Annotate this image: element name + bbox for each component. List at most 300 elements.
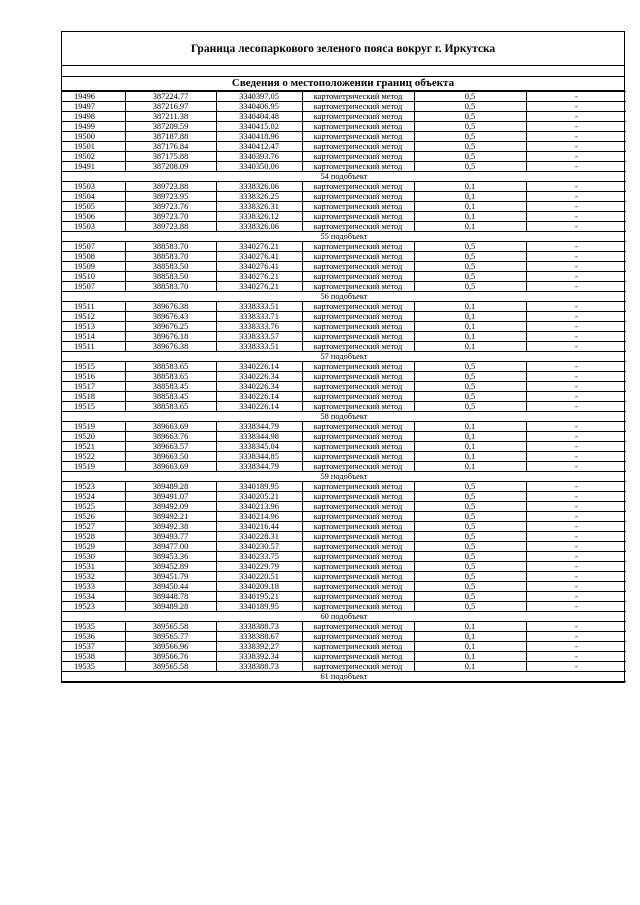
note-cell: - [526, 422, 626, 432]
accuracy-cell: 0,1 [414, 452, 526, 462]
accuracy-cell: 0,1 [414, 302, 526, 312]
method-cell: картометрический метод [302, 222, 414, 232]
subobject-label: 61 подобъект [62, 672, 626, 682]
table-row [62, 332, 626, 342]
method-cell: картометрический метод [302, 492, 414, 502]
x-coordinate-cell: 389723.70 [125, 212, 216, 222]
point-number-cell: 19503 [62, 222, 125, 232]
note-cell: - [526, 302, 626, 312]
note-cell: - [526, 662, 626, 672]
table-row [62, 202, 626, 212]
y-coordinate-cell: 3340216.44 [216, 522, 302, 532]
x-coordinate-cell: 389723.76 [125, 202, 216, 212]
note-cell: - [526, 192, 626, 202]
x-coordinate-cell: 387216.97 [125, 102, 216, 112]
method-cell: картометрический метод [302, 512, 414, 522]
point-number-cell: 19508 [62, 252, 125, 262]
point-number-cell: 19501 [62, 142, 125, 152]
note-cell: - [526, 332, 626, 342]
table-row [62, 662, 626, 672]
accuracy-cell: 0,5 [414, 282, 526, 292]
table-row [62, 142, 626, 152]
method-cell: картометрический метод [302, 652, 414, 662]
note-cell: - [526, 582, 626, 592]
x-coordinate-cell: 388583.70 [125, 242, 216, 252]
point-number-cell: 19538 [62, 652, 125, 662]
method-cell: картометрический метод [302, 262, 414, 272]
y-coordinate-cell: 3340412.47 [216, 142, 302, 152]
table-row [62, 592, 626, 602]
point-number-cell: 19517 [62, 382, 125, 392]
point-number-cell: 19497 [62, 102, 125, 112]
note-cell: - [526, 312, 626, 322]
method-cell: картометрический метод [302, 332, 414, 342]
note-cell: - [526, 92, 626, 102]
method-cell: картометрический метод [302, 662, 414, 672]
accuracy-cell: 0,5 [414, 572, 526, 582]
x-coordinate-cell: 389565.58 [125, 622, 216, 632]
point-number-cell: 19509 [62, 262, 125, 272]
table-row [62, 252, 626, 262]
note-cell: - [526, 362, 626, 372]
method-cell: картометрический метод [302, 312, 414, 322]
table-row [62, 192, 626, 202]
x-coordinate-cell: 389491.07 [125, 492, 216, 502]
method-cell: картометрический метод [302, 282, 414, 292]
method-cell: картометрический метод [302, 422, 414, 432]
accuracy-cell: 0,5 [414, 142, 526, 152]
y-coordinate-cell: 3340189.95 [216, 602, 302, 612]
method-cell: картометрический метод [302, 602, 414, 612]
method-cell: картометрический метод [302, 92, 414, 102]
point-number-cell: 19516 [62, 372, 125, 382]
point-number-cell: 19518 [62, 392, 125, 402]
table-row [62, 402, 626, 412]
y-coordinate-cell: 3340393.76 [216, 152, 302, 162]
title-spacer [62, 66, 624, 77]
point-number-cell: 19523 [62, 482, 125, 492]
x-coordinate-cell: 389663.69 [125, 462, 216, 472]
y-coordinate-cell: 3340406.95 [216, 102, 302, 112]
section-subtitle: Сведения о местоположении границ объекта [62, 77, 624, 91]
method-cell: картометрический метод [302, 122, 414, 132]
note-cell: - [526, 522, 626, 532]
point-number-cell: 19534 [62, 592, 125, 602]
subobject-label: 56 подобъект [62, 292, 626, 302]
y-coordinate-cell: 3340195.21 [216, 592, 302, 602]
x-coordinate-cell: 389676.25 [125, 322, 216, 332]
x-coordinate-cell: 388583.70 [125, 252, 216, 262]
accuracy-cell: 0,5 [414, 102, 526, 112]
note-cell: - [526, 122, 626, 132]
y-coordinate-cell: 3340189.95 [216, 482, 302, 492]
table-row [62, 622, 626, 632]
accuracy-cell: 0,5 [414, 122, 526, 132]
table-row [62, 262, 626, 272]
table-row [62, 532, 626, 542]
y-coordinate-cell: 3338333.51 [216, 302, 302, 312]
method-cell: картометрический метод [302, 362, 414, 372]
subobject-separator-row [62, 352, 626, 362]
y-coordinate-cell: 3340226.14 [216, 392, 302, 402]
y-coordinate-cell: 3338388.73 [216, 662, 302, 672]
table-row [62, 212, 626, 222]
accuracy-cell: 0,1 [414, 212, 526, 222]
method-cell: картометрический метод [302, 582, 414, 592]
table-row [62, 122, 626, 132]
method-cell: картометрический метод [302, 302, 414, 312]
method-cell: картометрический метод [302, 212, 414, 222]
subobject-separator-row [62, 612, 626, 622]
x-coordinate-cell: 389452.89 [125, 562, 216, 572]
note-cell: - [526, 542, 626, 552]
y-coordinate-cell: 3340228.31 [216, 532, 302, 542]
accuracy-cell: 0,5 [414, 492, 526, 502]
y-coordinate-cell: 3338333.71 [216, 312, 302, 322]
note-cell: - [526, 532, 626, 542]
note-cell: - [526, 152, 626, 162]
method-cell: картометрический метод [302, 552, 414, 562]
method-cell: картометрический метод [302, 152, 414, 162]
method-cell: картометрический метод [302, 502, 414, 512]
accuracy-cell: 0,1 [414, 222, 526, 232]
subobject-separator-row [62, 172, 626, 182]
subobject-label: 55 подобъект [62, 232, 626, 242]
accuracy-cell: 0,5 [414, 582, 526, 592]
method-cell: картометрический метод [302, 382, 414, 392]
accuracy-cell: 0,1 [414, 442, 526, 452]
x-coordinate-cell: 388583.50 [125, 262, 216, 272]
method-cell: картометрический метод [302, 642, 414, 652]
point-number-cell: 19511 [62, 342, 125, 352]
subobject-label: 58 подобъект [62, 412, 626, 422]
point-number-cell: 19523 [62, 602, 125, 612]
accuracy-cell: 0,5 [414, 402, 526, 412]
accuracy-cell: 0,5 [414, 92, 526, 102]
accuracy-cell: 0,5 [414, 602, 526, 612]
table-row [62, 342, 626, 352]
y-coordinate-cell: 3338345.04 [216, 442, 302, 452]
accuracy-cell: 0,1 [414, 182, 526, 192]
x-coordinate-cell: 387187.88 [125, 132, 216, 142]
point-number-cell: 19528 [62, 532, 125, 542]
accuracy-cell: 0,5 [414, 552, 526, 562]
table-row [62, 442, 626, 452]
method-cell: картометрический метод [302, 592, 414, 602]
y-coordinate-cell: 3340276.21 [216, 242, 302, 252]
y-coordinate-cell: 3340276.21 [216, 282, 302, 292]
table-row [62, 552, 626, 562]
note-cell: - [526, 432, 626, 442]
table-row [62, 652, 626, 662]
point-number-cell: 19499 [62, 122, 125, 132]
y-coordinate-cell: 3340226.34 [216, 372, 302, 382]
method-cell: картометрический метод [302, 322, 414, 332]
table-row [62, 582, 626, 592]
x-coordinate-cell: 388583.65 [125, 402, 216, 412]
x-coordinate-cell: 389676.18 [125, 332, 216, 342]
method-cell: картометрический метод [302, 132, 414, 142]
accuracy-cell: 0,5 [414, 382, 526, 392]
x-coordinate-cell: 389492.38 [125, 522, 216, 532]
note-cell: - [526, 282, 626, 292]
y-coordinate-cell: 3340214.96 [216, 512, 302, 522]
x-coordinate-cell: 388583.65 [125, 372, 216, 382]
accuracy-cell: 0,1 [414, 192, 526, 202]
note-cell: - [526, 622, 626, 632]
table-row [62, 222, 626, 232]
method-cell: картометрический метод [302, 392, 414, 402]
x-coordinate-cell: 389663.50 [125, 452, 216, 462]
note-cell: - [526, 442, 626, 452]
table-row [62, 282, 626, 292]
y-coordinate-cell: 3340276.21 [216, 272, 302, 282]
note-cell: - [526, 342, 626, 352]
y-coordinate-cell: 3338333.57 [216, 332, 302, 342]
method-cell: картометрический метод [302, 542, 414, 552]
point-number-cell: 19519 [62, 462, 125, 472]
method-cell: картометрический метод [302, 272, 414, 282]
page-title: Граница лесопаркового зеленого пояса вокруг г. Иркутска [62, 32, 624, 66]
x-coordinate-cell: 389477.00 [125, 542, 216, 552]
accuracy-cell: 0,5 [414, 132, 526, 142]
y-coordinate-cell: 3338388.73 [216, 622, 302, 632]
method-cell: картометрический метод [302, 452, 414, 462]
x-coordinate-cell: 388583.45 [125, 382, 216, 392]
table-row [62, 242, 626, 252]
method-cell: картометрический метод [302, 402, 414, 412]
point-number-cell: 19525 [62, 502, 125, 512]
y-coordinate-cell: 3338344.85 [216, 452, 302, 462]
table-row [62, 562, 626, 572]
method-cell: картометрический метод [302, 202, 414, 212]
point-number-cell: 19524 [62, 492, 125, 502]
y-coordinate-cell: 3340233.75 [216, 552, 302, 562]
accuracy-cell: 0,5 [414, 512, 526, 522]
accuracy-cell: 0,5 [414, 392, 526, 402]
table-body [62, 92, 626, 682]
note-cell: - [526, 382, 626, 392]
accuracy-cell: 0,1 [414, 342, 526, 352]
subobject-separator-row [62, 672, 626, 682]
accuracy-cell: 0,5 [414, 522, 526, 532]
accuracy-cell: 0,5 [414, 532, 526, 542]
method-cell: картометрический метод [302, 442, 414, 452]
x-coordinate-cell: 389676.38 [125, 342, 216, 352]
accuracy-cell: 0,1 [414, 662, 526, 672]
table-row [62, 542, 626, 552]
table-row [62, 602, 626, 612]
point-number-cell: 19503 [62, 182, 125, 192]
x-coordinate-cell: 387176.84 [125, 142, 216, 152]
subobject-separator-row [62, 412, 626, 422]
method-cell: картометрический метод [302, 562, 414, 572]
point-number-cell: 19511 [62, 302, 125, 312]
note-cell: - [526, 482, 626, 492]
accuracy-cell: 0,5 [414, 502, 526, 512]
note-cell: - [526, 512, 626, 522]
x-coordinate-cell: 389492.21 [125, 512, 216, 522]
x-coordinate-cell: 388583.45 [125, 392, 216, 402]
x-coordinate-cell: 389663.76 [125, 432, 216, 442]
point-number-cell: 19522 [62, 452, 125, 462]
table-row [62, 322, 626, 332]
accuracy-cell: 0,5 [414, 362, 526, 372]
note-cell: - [526, 402, 626, 412]
table-row [62, 512, 626, 522]
method-cell: картометрический метод [302, 522, 414, 532]
note-cell: - [526, 392, 626, 402]
y-coordinate-cell: 3340230.57 [216, 542, 302, 552]
table-row [62, 522, 626, 532]
table-row [62, 182, 626, 192]
x-coordinate-cell: 389565.58 [125, 662, 216, 672]
table-row [62, 362, 626, 372]
method-cell: картометрический метод [302, 192, 414, 202]
accuracy-cell: 0,5 [414, 242, 526, 252]
note-cell: - [526, 162, 626, 172]
accuracy-cell: 0,1 [414, 632, 526, 642]
accuracy-cell: 0,5 [414, 112, 526, 122]
note-cell: - [526, 632, 626, 642]
accuracy-cell: 0,5 [414, 372, 526, 382]
method-cell: картометрический метод [302, 482, 414, 492]
y-coordinate-cell: 3338344.98 [216, 432, 302, 442]
point-number-cell: 19507 [62, 282, 125, 292]
y-coordinate-cell: 3340209.18 [216, 582, 302, 592]
point-number-cell: 19530 [62, 552, 125, 562]
point-number-cell: 19535 [62, 622, 125, 632]
table-row [62, 372, 626, 382]
point-number-cell: 19533 [62, 582, 125, 592]
y-coordinate-cell: 3340397.05 [216, 92, 302, 102]
note-cell: - [526, 212, 626, 222]
x-coordinate-cell: 389566.96 [125, 642, 216, 652]
note-cell: - [526, 502, 626, 512]
method-cell: картометрический метод [302, 252, 414, 262]
x-coordinate-cell: 389489.28 [125, 482, 216, 492]
y-coordinate-cell: 3338326.12 [216, 212, 302, 222]
accuracy-cell: 0,1 [414, 432, 526, 442]
table-row [62, 92, 626, 102]
point-number-cell: 19527 [62, 522, 125, 532]
x-coordinate-cell: 389489.28 [125, 602, 216, 612]
subobject-label: 57 подобъект [62, 352, 626, 362]
point-number-cell: 19520 [62, 432, 125, 442]
x-coordinate-cell: 389566.76 [125, 652, 216, 662]
x-coordinate-cell: 389676.43 [125, 312, 216, 322]
note-cell: - [526, 572, 626, 582]
method-cell: картометрический метод [302, 432, 414, 442]
y-coordinate-cell: 3340226.14 [216, 402, 302, 412]
y-coordinate-cell: 3340404.48 [216, 112, 302, 122]
y-coordinate-cell: 3338333.51 [216, 342, 302, 352]
y-coordinate-cell: 3340229.79 [216, 562, 302, 572]
table-row [62, 462, 626, 472]
method-cell: картометрический метод [302, 142, 414, 152]
x-coordinate-cell: 389451.79 [125, 572, 216, 582]
method-cell: картометрический метод [302, 632, 414, 642]
table-row [62, 112, 626, 122]
y-coordinate-cell: 3338344.79 [216, 422, 302, 432]
note-cell: - [526, 102, 626, 112]
point-number-cell: 19512 [62, 312, 125, 322]
x-coordinate-cell: 389723.88 [125, 182, 216, 192]
subobject-separator-row [62, 472, 626, 482]
accuracy-cell: 0,1 [414, 462, 526, 472]
accuracy-cell: 0,5 [414, 252, 526, 262]
x-coordinate-cell: 389676.38 [125, 302, 216, 312]
table-row [62, 152, 626, 162]
accuracy-cell: 0,5 [414, 272, 526, 282]
note-cell: - [526, 452, 626, 462]
y-coordinate-cell: 3338326.06 [216, 222, 302, 232]
note-cell: - [526, 262, 626, 272]
point-number-cell: 19498 [62, 112, 125, 122]
y-coordinate-cell: 3338344.79 [216, 462, 302, 472]
accuracy-cell: 0,1 [414, 652, 526, 662]
x-coordinate-cell: 389663.57 [125, 442, 216, 452]
note-cell: - [526, 322, 626, 332]
accuracy-cell: 0,1 [414, 422, 526, 432]
point-number-cell: 19521 [62, 442, 125, 452]
method-cell: картометрический метод [302, 112, 414, 122]
note-cell: - [526, 372, 626, 382]
y-coordinate-cell: 3338388.67 [216, 632, 302, 642]
table-row [62, 452, 626, 462]
method-cell: картометрический метод [302, 462, 414, 472]
table-row [62, 392, 626, 402]
x-coordinate-cell: 389493.77 [125, 532, 216, 542]
point-number-cell: 19507 [62, 242, 125, 252]
x-coordinate-cell: 389723.95 [125, 192, 216, 202]
point-number-cell: 19496 [62, 92, 125, 102]
table-row [62, 302, 626, 312]
x-coordinate-cell: 389565.77 [125, 632, 216, 642]
y-coordinate-cell: 3340350.06 [216, 162, 302, 172]
accuracy-cell: 0,5 [414, 162, 526, 172]
method-cell: картометрический метод [302, 102, 414, 112]
accuracy-cell: 0,5 [414, 152, 526, 162]
point-number-cell: 19506 [62, 212, 125, 222]
method-cell: картометрический метод [302, 182, 414, 192]
x-coordinate-cell: 387209.59 [125, 122, 216, 132]
y-coordinate-cell: 3338333.76 [216, 322, 302, 332]
y-coordinate-cell: 3340276.41 [216, 252, 302, 262]
point-number-cell: 19500 [62, 132, 125, 142]
accuracy-cell: 0,1 [414, 322, 526, 332]
note-cell: - [526, 252, 626, 262]
accuracy-cell: 0,5 [414, 542, 526, 552]
x-coordinate-cell: 389663.69 [125, 422, 216, 432]
note-cell: - [526, 602, 626, 612]
accuracy-cell: 0,5 [414, 262, 526, 272]
y-coordinate-cell: 3340213.96 [216, 502, 302, 512]
method-cell: картометрический метод [302, 622, 414, 632]
point-number-cell: 19532 [62, 572, 125, 582]
subobject-label: 54 подобъект [62, 172, 626, 182]
x-coordinate-cell: 387208.09 [125, 162, 216, 172]
table-row [62, 492, 626, 502]
method-cell: картометрический метод [302, 372, 414, 382]
y-coordinate-cell: 3338392.34 [216, 652, 302, 662]
table-row [62, 632, 626, 642]
x-coordinate-cell: 388583.65 [125, 362, 216, 372]
point-number-cell: 19510 [62, 272, 125, 282]
note-cell: - [526, 652, 626, 662]
table-row [62, 572, 626, 582]
method-cell: картометрический метод [302, 572, 414, 582]
